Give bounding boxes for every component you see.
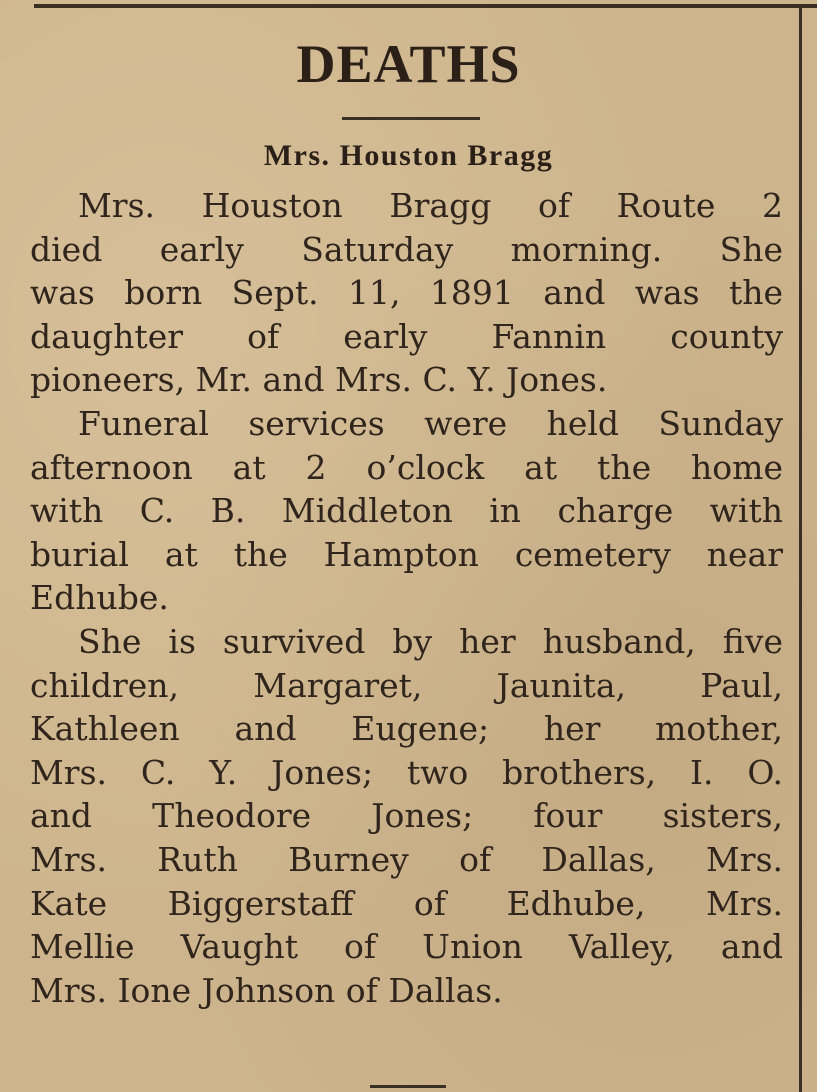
text-line: Mrs. C. Y. Jones; two brothers, I. O. [30,752,783,792]
obituary-body [30,184,783,1012]
newspaper-clipping [30,0,787,1092]
text-line: Mrs. Houston Bragg of Route 2 [78,186,783,225]
text-line: daughter of early Fannin county [30,316,783,356]
text-line: and Theodore Jones; four sisters, [30,796,783,836]
text-line: Kate Biggerstaff of Edhube, Mrs. [30,883,783,923]
text-line: Mellie Vaught of Union Valley, and [30,927,783,967]
text-line: afternoon at 2 o’clock at the home [30,447,783,487]
text-line: children, Margaret, Jaunita, Paul, [30,665,783,705]
text-line: pioneers, Mr. and Mrs. C. Y. Jones. [30,360,608,400]
obituary-name-subhead: Mrs. Houston Bragg [263,139,554,172]
text-line: Mrs. Ione Johnson of Dallas. [30,970,503,1010]
text-line: Mrs. Ruth Burney of Dallas, Mrs. [30,839,783,879]
text-line: was born Sept. 11, 1891 and was the [30,273,783,313]
right-column-rule [799,8,802,1092]
text-line: She is survived by her husband, five [78,621,783,661]
section-headline: DEATHS [296,34,521,94]
end-of-item-rule [370,1085,446,1088]
text-line: died early Saturday morning. She [30,229,783,269]
text-line: Kathleen and Eugene; her mother, [30,709,783,749]
text-line: Edhube. [30,578,169,618]
text-line: with C. B. Middleton in charge with [30,491,783,531]
text-line: burial at the Hampton cemetery near [30,534,783,574]
headline-rule [342,117,480,120]
text-line: Funeral services were held Sunday [78,403,783,443]
